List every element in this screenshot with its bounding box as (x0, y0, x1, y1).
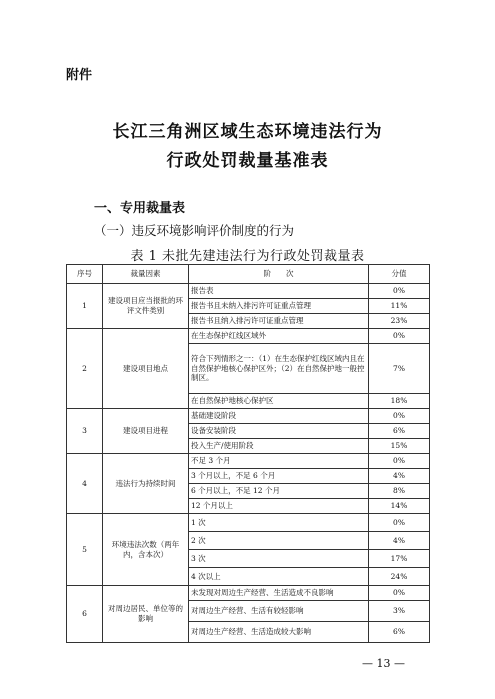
score-cell: 0% (369, 409, 430, 424)
group-factor: 建设项目应当报批的环评文件类别 (103, 284, 189, 329)
level-cell: 对周边生产经营、生活造成较大影响 (189, 622, 369, 643)
level-cell: 3 个月以上，不足 6 个月 (189, 469, 369, 484)
group-factor: 环境违法次数（两年内，含本次） (103, 514, 189, 586)
level-cell: 6 个月以上，不足 12 个月 (189, 484, 369, 499)
level-cell: 4 次以上 (189, 568, 369, 586)
group-number: 4 (67, 454, 103, 514)
header-factor: 裁量因素 (103, 265, 189, 284)
group-number: 3 (67, 409, 103, 454)
level-cell: 在自然保护地核心保护区 (189, 394, 369, 409)
score-cell: 4% (369, 532, 430, 550)
table-caption: 表 1 未批先建违法行为行政处罚裁量表 (130, 249, 365, 264)
score-cell: 18% (369, 394, 430, 409)
level-cell: 对周边生产经营、生活有较轻影响 (189, 601, 369, 622)
score-cell: 7% (369, 344, 430, 394)
table-row (67, 586, 430, 601)
level-cell: 2 次 (189, 532, 369, 550)
level-cell: 未发现对周边生产经营、生活造成不良影响 (189, 586, 369, 601)
score-cell: 8% (369, 484, 430, 499)
group-factor: 对周边居民、单位等的影响 (103, 586, 189, 643)
score-cell: 11% (369, 299, 430, 314)
level-cell: 报告书且纳入排污许可证重点管理 (189, 314, 369, 329)
subsection-heading: （一）违反环境影响评价制度的行为 (94, 223, 295, 238)
score-cell: 23% (369, 314, 430, 329)
table-row (67, 284, 430, 299)
level-cell: 不足 3 个月 (189, 454, 369, 469)
score-cell: 0% (369, 284, 430, 299)
section-heading: 一、专用裁量表 (94, 201, 186, 216)
level-cell: 设备安装阶段 (189, 424, 369, 439)
table-row (67, 329, 430, 344)
level-cell: 3 次 (189, 550, 369, 568)
document-title-line-1: 长江三角洲区域生态环境违法行为 (112, 122, 383, 142)
header-score: 分值 (369, 265, 430, 284)
score-cell: 14% (369, 499, 430, 514)
document-title-line-2: 行政处罚裁量基准表 (166, 151, 329, 171)
score-cell: 15% (369, 439, 430, 454)
level-cell: 在生态保护红线区域外 (189, 329, 369, 344)
score-cell: 0% (369, 586, 430, 601)
page-number: — 13 — (362, 657, 405, 670)
level-cell: 基础建设阶段 (189, 409, 369, 424)
header-number: 序号 (67, 265, 103, 284)
score-cell: 4% (369, 469, 430, 484)
level-cell: 报告书且未纳入排污许可证重点管理 (189, 299, 369, 314)
group-number: 6 (67, 586, 103, 643)
score-cell: 0% (369, 454, 430, 469)
group-number: 5 (67, 514, 103, 586)
score-cell: 6% (369, 424, 430, 439)
group-factor: 建设项目进程 (103, 409, 189, 454)
score-cell: 3% (369, 601, 430, 622)
score-cell: 17% (369, 550, 430, 568)
group-number: 1 (67, 284, 103, 329)
table-row (67, 409, 430, 424)
group-number: 2 (67, 329, 103, 409)
score-cell: 24% (369, 568, 430, 586)
group-factor: 违法行为持续时间 (103, 454, 189, 514)
table-header-row (67, 265, 430, 284)
level-cell: 报告表 (189, 284, 369, 299)
group-factor: 建设项目地点 (103, 329, 189, 409)
level-cell: 符合下列情形之一：（1）在生态保护红线区域内且在自然保护地核心保护区外；（2）在自然保护地一般控制区。 (189, 344, 369, 394)
table-row (67, 514, 430, 532)
level-cell: 1 次 (189, 514, 369, 532)
table-row (67, 454, 430, 469)
level-cell: 12 个月以上 (189, 499, 369, 514)
score-cell: 6% (369, 622, 430, 643)
header-level: 阶 次 (189, 265, 369, 284)
attachment-label: 附件 (66, 68, 93, 83)
score-cell: 0% (369, 329, 430, 344)
penalty-discretion-table (66, 264, 430, 643)
level-cell: 投入生产/使用阶段 (189, 439, 369, 454)
score-cell: 0% (369, 514, 430, 532)
